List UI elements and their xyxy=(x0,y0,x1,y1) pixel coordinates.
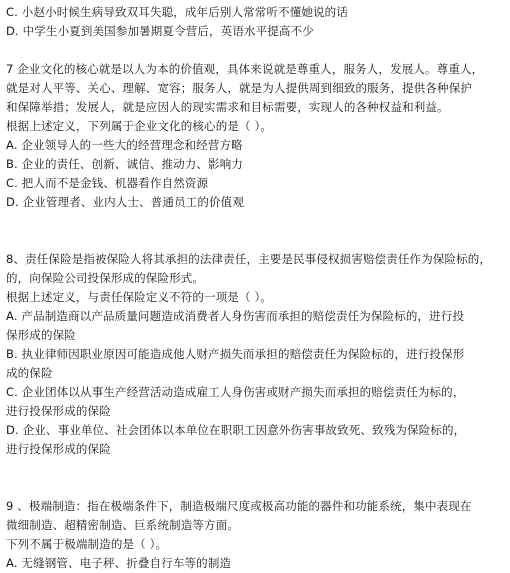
q7-stem-line-3: 和保障举措；发展人，就是应因人的现实需求和目标需要，实现人的各种权益和利益。 xyxy=(6,100,449,114)
q7-option-a: A. 企业领导人的一些大的经营理念和经营方略 xyxy=(6,138,243,152)
q8-option-a-line-1: A. 产品制造商以产品质量问题造成消费者人身伤害而承担的赔偿责任为保险标的，进行投 xyxy=(6,309,465,323)
q7-stem-line-2: 就是对人平等、关心、理解、宽容；服务人，就是为人提供周到细致的服务，提供各种保护 xyxy=(6,81,472,95)
q8-option-d-line-2: 进行投保形成的保险 xyxy=(6,442,111,456)
q8-option-c-line-2: 进行投保形成的保险 xyxy=(6,404,111,418)
q8-stem-line-1: 8、责任保险是指被保险人将其承担的法律责任，主要是民事侵权损害赔偿责任作为保险标的， xyxy=(6,252,492,266)
q8-stem-line-2: 的，向保险公司投保形成的保险形式。 xyxy=(6,271,205,285)
q7-option-b: B. 企业的责任、创新、诚信、推动力、影响力 xyxy=(6,157,243,171)
q8-option-d-line-1: D. 企业、事业单位、社会团体以本单位在职职工因意外伤害事故致死、致残为保险标的， xyxy=(6,423,466,437)
q8-option-b-line-1: B. 执业律师因职业原因可能造成他人财产损失而承担的赔偿责任为保险标的，进行投保形 xyxy=(6,347,465,361)
q8-option-b-line-2: 成的保险 xyxy=(6,366,53,380)
prev-option-d: D. 中学生小夏到美国参加暑期夏令营后，英语水平提高不少 xyxy=(6,24,314,38)
q8-question: 根据上述定义，与责任保险定义不符的一项是（ ）。 xyxy=(6,290,273,304)
q9-question: 下列不属于极端制造的是（ ）。 xyxy=(6,537,168,551)
q7-question: 根据上述定义，下列属于企业文化的核心的是（ ）。 xyxy=(6,119,273,133)
prev-option-c: C. 小赵小时候生病导致双耳失聪，成年后别人常常听不懂她说的话 xyxy=(6,5,348,19)
q8-option-c-line-1: C. 企业团体以从事生产经营活动造成雇工人身伤害或财产损失而承担的赔偿责任为标的， xyxy=(6,385,465,399)
q9-option-a: A. 无缝钢管、电子秤、折叠自行车等的制造 xyxy=(6,556,232,570)
q8-option-a-line-2: 保形成的保险 xyxy=(6,328,76,342)
q9-stem-line-2: 微细制造、超精密制造、巨系统制造等方面。 xyxy=(6,518,239,532)
q7-option-d: D. 企业管理者、业内人士、普通员工的价值观 xyxy=(6,195,244,209)
q7-stem-line-1: 7 企业文化的核心就是以人为本的价值观，具体来说就是尊重人，服务人，发展人。尊重人， xyxy=(6,62,484,76)
q7-option-c: C. 把人而不是金钱、机器看作自然资源 xyxy=(6,176,209,190)
q9-stem-line-1: 9 、极端制造：指在极端条件下，制造极端尺度或极高功能的器件和功能系统，集中表现在 xyxy=(6,499,472,513)
